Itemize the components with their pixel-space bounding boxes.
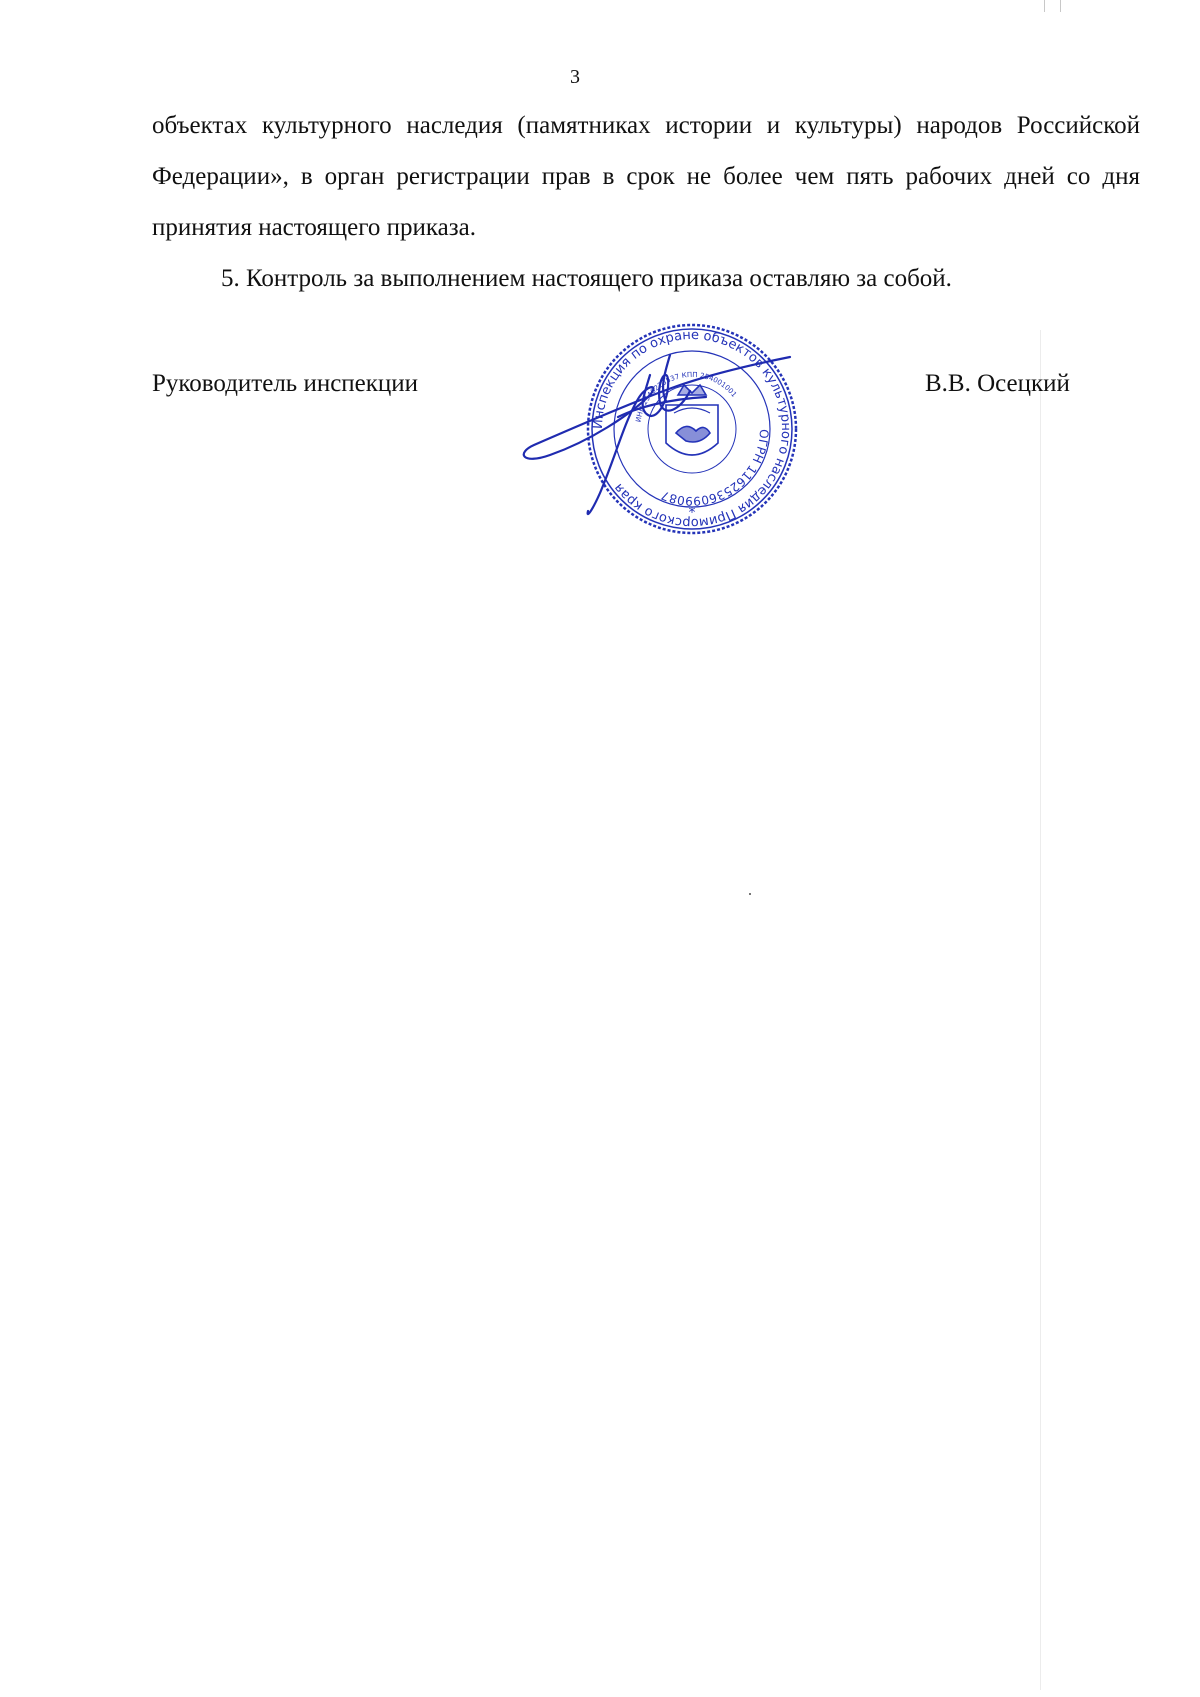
signature-role: Руководитель инспекции [152,370,419,397]
signatory-name: В.В. Осецкий [925,370,1070,397]
scan-edge-line [1044,0,1045,12]
scan-edge-line [1040,330,1041,1690]
page-number: 3 [570,66,580,88]
official-seal [520,305,850,555]
coat-of-arms-icon [666,385,718,455]
seal-outer-text: Инспекция по охране объектов культурного наследия Приморского края [590,327,794,531]
paragraph-continuation: объектах культурного наследия (памятниках истории и культуры) народов Российской Федерации», в орган регистрации прав в срок не более чем пять рабочих дней со дня принятия настоящего приказа. [152,112,1140,241]
seal-star-icon: * [688,505,696,521]
scan-artifact [749,893,751,895]
seal-inn-text: ИНН 2540223537 КПП 254001001 [634,370,739,423]
handwritten-signature [524,355,790,514]
seal-ogrn-text: ОГРН 1162536099087 [659,428,772,509]
paragraph-item-5: 5. Контроль за выполнением настоящего приказа оставляю за собой. [221,265,952,292]
scan-edge-line [1060,0,1061,12]
